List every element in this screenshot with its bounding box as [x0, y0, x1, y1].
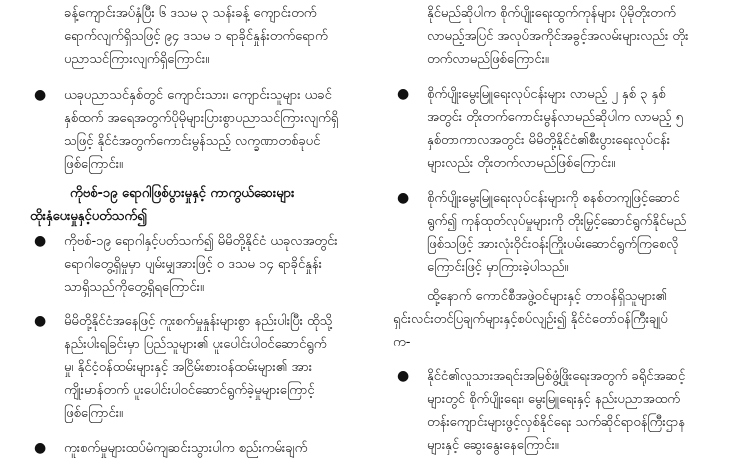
- text-line: သဖြင့် နိုင်ငံအတွက်ကောင်းမွန်သည့် လက္ခဏာတစ်ခုပင်: [64, 134, 321, 149]
- bullet-item: [393, 187, 733, 279]
- bullet-item: [393, 365, 733, 457]
- right-column: [393, 0, 733, 457]
- bullet-item: [30, 230, 375, 299]
- text-line: နှစ်ထက် အရေအတွက်ပိုမိုများပြားစွာပညာသင်ကြားလျက်ရှိ: [64, 111, 339, 126]
- bullet-icon: ●: [34, 313, 47, 329]
- section-heading: [30, 182, 375, 228]
- text-line: ဖြစ်ကြောင်း။: [64, 157, 123, 172]
- text-line: ပညာသင်ကြားလျက်ရှိကြောင်း။: [64, 52, 210, 67]
- text-line: ကူးစက်မှုများထပ်မံကျဆင်းသွားပါက စည်းကမ်းချက်: [64, 441, 308, 456]
- right-continued-paragraph: [393, 2, 733, 71]
- heading-line: ကိုဗစ်-၁၉ ရောဂါဖြစ်ပွားမှုနှင့် ကာကွယ်ဆေးများ: [70, 186, 295, 201]
- text-line: မိမိတို့နိုင်ငံအနေဖြင့် ကူးစက်မှုနှုန်းများစွာ နည်းပါးပြီး ထိုသို့: [64, 314, 333, 329]
- text-line: ရောဂါတွေ့ရှိမှုမှာ ပျမ်းမျှအားဖြင့် ဝ ဒသမ ၁၄ ရာခိုင်နှုန်း: [64, 257, 322, 272]
- text-line: နိုင်မည်ဆိုပါက စိုက်ပျိုးရေးထွက်ကုန်များ ပိုမိုတိုးတက်: [427, 6, 676, 21]
- text-line: ကိုဗစ်-၁၉ ရောဂါနှင့်ပတ်သက်၍ မိမိတို့နိုင်ငံ ယခုလအတွင်း: [64, 234, 338, 249]
- left-column: [30, 0, 375, 460]
- text-line: တက်လာမည်ဖြစ်ကြောင်း။: [427, 52, 549, 67]
- bullet-item: [30, 310, 375, 425]
- text-line: နည်းပါးရခြင်းမှာ ပြည်သူများ၏ ပူးပေါင်းပါဝင်ဆောင်ရွက်: [64, 337, 327, 352]
- text-line: စိုက်ပျိုးမွေးမြူရေးလုပ်ငန်းများ လာမည့် ၂ နှစ် ၃ နှစ်: [427, 87, 666, 102]
- text-line: နှစ်တာကာလအတွင်း မိမိတို့နိုင်ငံ၏စီးပွားရေးလုပ်ငန်း: [427, 133, 671, 148]
- text-line: ထို့နောက် ကောင်စီအဖွဲ့ဝင်များနှင့် တာဝန်ရှိသူများ၏: [427, 289, 668, 304]
- text-line: တန်းကျောင်းများဖွင့်လှစ်နိုင်ရေး သက်ဆိုင်ရာဝန်ကြီးဌာန: [427, 415, 685, 430]
- bullet-icon: ●: [34, 233, 47, 249]
- text-line: မှု၊ နိုင်ငံ့ဝန်ထမ်းများနှင့် အငြိမ်းစားဝန်ထမ်းများ၏ အား: [64, 360, 313, 375]
- bullet-icon: ●: [397, 368, 410, 384]
- text-line: များတွင် စိုက်ပျိုးရေး၊ မွေးမြူရေးနှင့် နည်းပညာအထက်: [427, 392, 680, 407]
- text-line: များလည်း တိုးတက်လာမည်ဖြစ်ကြောင်း။: [427, 156, 616, 171]
- text-line: လာမည့်အပြင် အလုပ်အကိုင်အခွင့်အလမ်းများလည်း တိုး: [427, 29, 689, 44]
- bullet-item: [393, 83, 733, 175]
- text-line: စိုက်ပျိုးမွေးမြူရေးလုပ်ငန်းများကို စနစ်တကျဖြင့်ဆောင်: [427, 191, 680, 206]
- bullet-item: [30, 84, 375, 176]
- text-line: ဖြစ်ကြောင်း။: [64, 406, 123, 421]
- text-line: ကြောင်းဖြင့် မှာကြားခဲ့ပါသည်။: [427, 260, 569, 275]
- text-line: များနှင့် ဆွေးနွေးနေကြောင်း။: [427, 438, 559, 453]
- text-line: က-: [393, 335, 411, 350]
- heading-line: ထိုးနှံပေးမှုနှင့်ပတ်သက်၍: [30, 209, 147, 224]
- left-continued-paragraph: [30, 2, 375, 71]
- bullet-icon: ●: [34, 440, 47, 456]
- text-line: ခန့်ကျောင်းအပ်နှံပြီး ၆ ဒသမ ၃ သန်းခန့် ကျောင်းတက်: [64, 6, 317, 21]
- bullet-icon: ●: [34, 87, 47, 103]
- bullet-item: [30, 437, 375, 460]
- text-line: ဖြစ်သဖြင့် အားလုံးဝိုင်းဝန်းကြိုးပမ်းဆောင်ရွက်ကြစေလို: [427, 237, 679, 252]
- text-line: သာရှိသည်ကိုတွေ့ရှိရကြောင်း။: [64, 280, 204, 295]
- text-line: ရောက်လျက်ရှိသဖြင့် ၉၄ ဒသမ ၁ ရာခိုင်နှုန်းတက်ရောက်: [64, 29, 328, 44]
- text-line: နိုင်ငံ၏လူသားအရင်းအမြစ်ဖွံ့ဖြိုးရေးအတွက် ခရိုင်အဆင့်: [427, 369, 686, 384]
- text-line: ယခုပညာသင်နှစ်တွင် ကျောင်းသား၊ ကျောင်းသူများ ယခင်: [64, 88, 332, 103]
- bullet-icon: ●: [397, 190, 410, 206]
- body-paragraph: [393, 285, 733, 354]
- text-line: အတွင်း တိုးတက်ကောင်းမွန်လာမည်ဆိုပါက လာမည့် ၅: [427, 110, 683, 125]
- text-line: ရွက်၍ ကုန်ထုတ်လုပ်မှုများကို တိုးမြှင့်ဆောင်ရွက်နိုင်မည်: [427, 214, 687, 229]
- bullet-icon: ●: [397, 86, 410, 102]
- text-line: ရှင်းလင်းတင်ပြချက်များနှင့်စပ်လျဉ်း၍ နိုင်ငံတော်ဝန်ကြီးချုပ်: [393, 312, 668, 327]
- text-line: ကျိုးမာန်တက် ပူးပေါင်းပါဝင်ဆောင်ရွက်ခဲ့မှုများကြောင့်: [64, 383, 315, 398]
